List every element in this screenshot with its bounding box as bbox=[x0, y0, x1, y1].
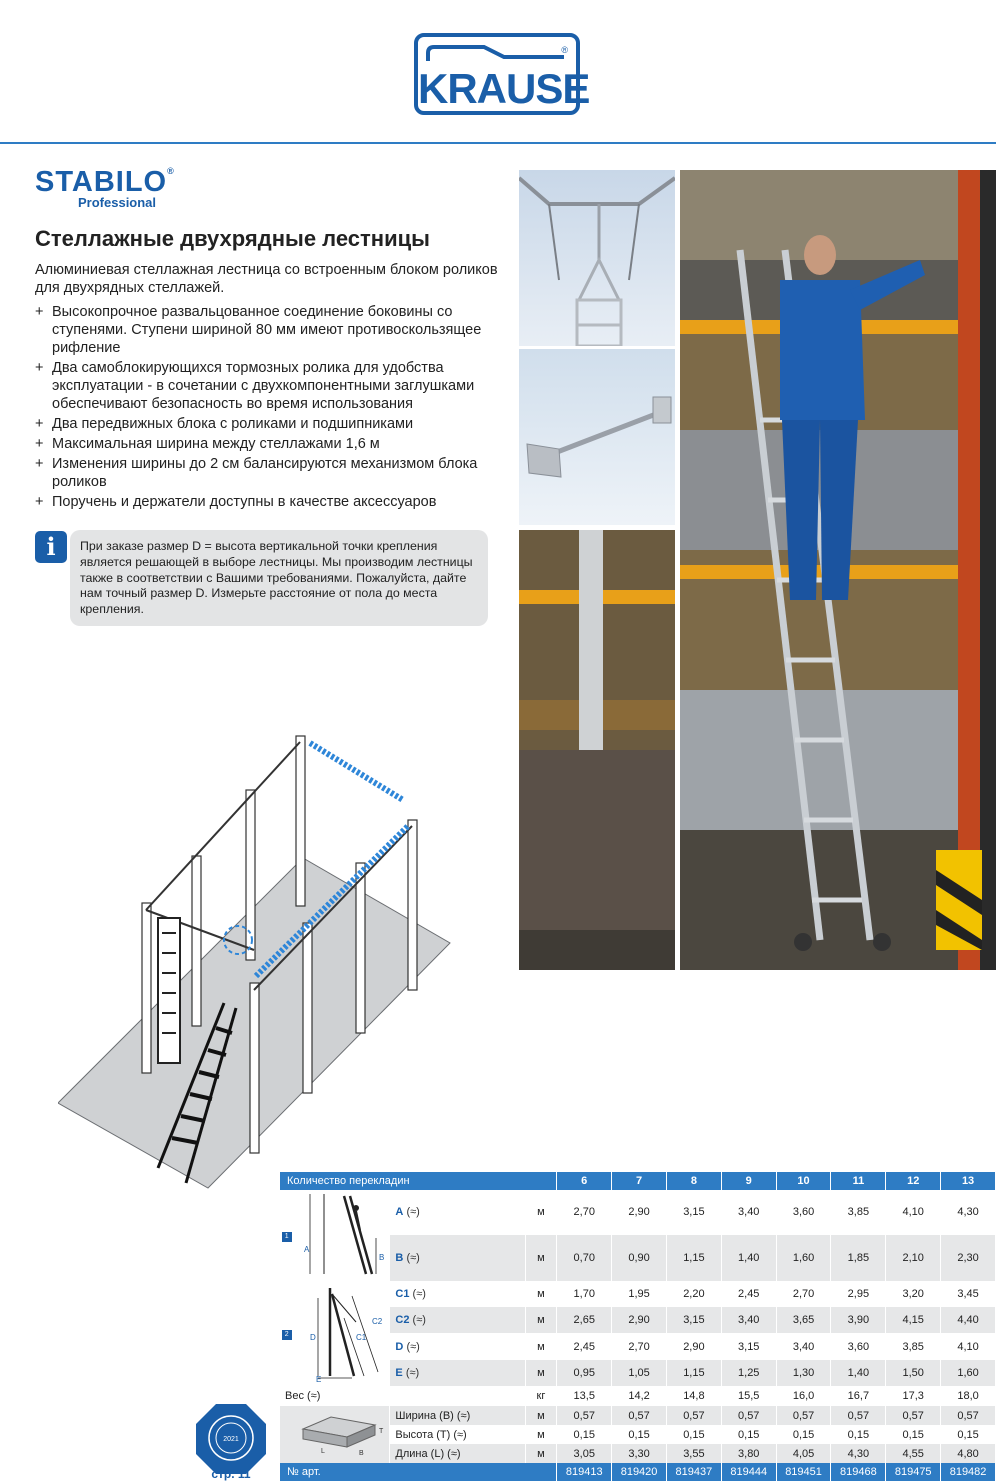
package-label-t: T bbox=[378, 1428, 383, 1435]
quality-seal-icon bbox=[194, 1402, 268, 1476]
value-cell: 4,40 bbox=[941, 1307, 996, 1333]
stabilo-name: STABILO bbox=[35, 166, 168, 198]
param-name: A bbox=[395, 1206, 404, 1219]
value-cell: 0,57 bbox=[666, 1406, 721, 1425]
value-cell: 0,70 bbox=[557, 1235, 612, 1281]
param-name: C1 bbox=[395, 1288, 410, 1300]
diagram-1-cell bbox=[294, 1190, 390, 1281]
value-cell: 2,65 bbox=[557, 1307, 612, 1333]
value-cell: 14,2 bbox=[612, 1386, 667, 1406]
article-number: 819420 bbox=[612, 1463, 667, 1481]
value-cell: 2,90 bbox=[612, 1190, 667, 1235]
value-cell: 0,15 bbox=[886, 1425, 941, 1444]
package-box-diagram bbox=[285, 1407, 385, 1459]
value-cell: 1,15 bbox=[666, 1235, 721, 1281]
diagram-label-c1: C1 bbox=[355, 1333, 367, 1342]
value-cell: 0,57 bbox=[557, 1406, 612, 1425]
column-header: 7 bbox=[612, 1172, 667, 1190]
param-suffix: (≈) bbox=[405, 1367, 420, 1379]
param-suffix: (≈) bbox=[412, 1288, 426, 1300]
value-cell: 16,0 bbox=[776, 1386, 831, 1406]
stabilo-subtitle: Professional bbox=[78, 195, 157, 210]
value-cell: 0,15 bbox=[666, 1425, 721, 1444]
value-cell: 1,40 bbox=[721, 1235, 776, 1281]
value-cell: 3,20 bbox=[886, 1281, 941, 1307]
value-cell: 1,70 bbox=[557, 1281, 612, 1307]
value-cell: 3,65 bbox=[776, 1307, 831, 1333]
mounting-photo-top bbox=[519, 170, 675, 346]
feature-item bbox=[35, 455, 515, 491]
diagram-label-a: A bbox=[303, 1245, 310, 1254]
column-header: 9 bbox=[721, 1172, 776, 1190]
logo-registered-mark: ® bbox=[561, 45, 568, 55]
table-row bbox=[280, 1190, 996, 1235]
value-cell: 17,3 bbox=[886, 1386, 941, 1406]
value-cell: 0,57 bbox=[721, 1406, 776, 1425]
article-row bbox=[280, 1463, 996, 1481]
value-cell: 1,40 bbox=[831, 1360, 886, 1386]
feature-item bbox=[35, 303, 515, 357]
value-cell: 3,55 bbox=[666, 1444, 721, 1463]
value-cell: 1,60 bbox=[776, 1235, 831, 1281]
value-cell: 3,85 bbox=[886, 1333, 941, 1360]
value-cell: 4,05 bbox=[776, 1444, 831, 1463]
param-suffix: (≈) bbox=[406, 1206, 420, 1219]
warehouse-photo bbox=[680, 170, 996, 970]
column-header: 8 bbox=[666, 1172, 721, 1190]
param-name: E bbox=[395, 1367, 403, 1379]
unit-cell: м bbox=[525, 1190, 557, 1235]
page-title: Стеллажные двухрядные лестницы bbox=[35, 226, 430, 251]
value-cell: 4,30 bbox=[831, 1444, 886, 1463]
weight-label: Вес (≈) bbox=[280, 1386, 525, 1406]
value-cell: 3,45 bbox=[941, 1281, 996, 1307]
column-header: 13 bbox=[941, 1172, 996, 1190]
feature-item bbox=[35, 493, 515, 511]
value-cell: 2,10 bbox=[886, 1235, 941, 1281]
article-number: 819475 bbox=[886, 1463, 941, 1481]
ladder-diagram-ab bbox=[296, 1190, 388, 1278]
diagram-label-d: D bbox=[309, 1333, 316, 1342]
krause-logo bbox=[414, 33, 590, 115]
unit-cell: м bbox=[525, 1444, 557, 1463]
value-cell: 3,80 bbox=[721, 1444, 776, 1463]
unit-cell: м bbox=[525, 1406, 557, 1425]
value-cell: 2,30 bbox=[941, 1235, 996, 1281]
plus-bullet: + bbox=[35, 436, 44, 452]
plus-bullet: + bbox=[35, 360, 44, 376]
feature-text: Два передвижных блока с роликами и подшипниками bbox=[52, 416, 414, 432]
spec-table bbox=[280, 1172, 996, 1481]
feature-item bbox=[35, 359, 515, 413]
param-name: C2 bbox=[395, 1314, 410, 1326]
bracket-photo bbox=[519, 349, 675, 525]
plus-bullet: + bbox=[35, 304, 44, 320]
value-cell: 3,40 bbox=[776, 1333, 831, 1360]
diagram-2-cell bbox=[294, 1281, 390, 1386]
column-header: 10 bbox=[776, 1172, 831, 1190]
article-number: 819451 bbox=[776, 1463, 831, 1481]
header-label: Количество перекладин bbox=[280, 1172, 557, 1190]
value-cell: 3,60 bbox=[831, 1333, 886, 1360]
package-label-b: B bbox=[358, 1450, 364, 1457]
plus-bullet: + bbox=[35, 456, 44, 472]
param-name: B bbox=[395, 1251, 404, 1264]
header-divider bbox=[0, 142, 996, 144]
warehouse-photo-left bbox=[519, 530, 675, 970]
value-cell: 3,30 bbox=[612, 1444, 667, 1463]
unit-cell: м bbox=[525, 1425, 557, 1444]
seal-year: 2021 bbox=[223, 1436, 239, 1443]
value-cell: 1,60 bbox=[941, 1360, 996, 1386]
value-cell: 0,15 bbox=[831, 1425, 886, 1444]
package-length-label: Длина (L) (≈) bbox=[390, 1444, 525, 1463]
value-cell: 2,45 bbox=[557, 1333, 612, 1360]
value-cell: 1,95 bbox=[612, 1281, 667, 1307]
group-2-badge-cell bbox=[280, 1281, 294, 1386]
unit-cell: м bbox=[525, 1360, 557, 1386]
value-cell: 3,60 bbox=[776, 1190, 831, 1235]
value-cell: 4,15 bbox=[886, 1307, 941, 1333]
param-suffix: (≈) bbox=[406, 1340, 420, 1353]
value-cell: 14,8 bbox=[666, 1386, 721, 1406]
unit-cell: м bbox=[525, 1235, 557, 1281]
param-label bbox=[390, 1307, 525, 1333]
value-cell: 0,57 bbox=[886, 1406, 941, 1425]
page-reference[interactable]: стр. 11 bbox=[211, 1467, 251, 1481]
feature-item bbox=[35, 435, 515, 453]
value-cell: 1,05 bbox=[612, 1360, 667, 1386]
value-cell: 0,95 bbox=[557, 1360, 612, 1386]
feature-text: Изменения ширины до 2 см балансируются механизмом блока роликов bbox=[52, 456, 478, 490]
value-cell: 2,45 bbox=[721, 1281, 776, 1307]
table-row bbox=[280, 1386, 996, 1406]
group-1-badge: 1 bbox=[282, 1232, 292, 1242]
value-cell: 0,15 bbox=[557, 1425, 612, 1444]
param-label bbox=[390, 1360, 525, 1386]
rack-diagram bbox=[58, 728, 458, 1193]
group-1-badge-cell bbox=[280, 1190, 294, 1281]
value-cell: 18,0 bbox=[941, 1386, 996, 1406]
article-number: 819437 bbox=[666, 1463, 721, 1481]
value-cell: 0,57 bbox=[831, 1406, 886, 1425]
value-cell: 15,5 bbox=[721, 1386, 776, 1406]
feature-text: Поручень и держатели доступны в качестве аксессуаров bbox=[52, 494, 437, 510]
article-number: 819468 bbox=[831, 1463, 886, 1481]
param-label bbox=[390, 1235, 525, 1281]
param-label bbox=[390, 1333, 525, 1360]
value-cell: 4,10 bbox=[941, 1333, 996, 1360]
value-cell: 3,85 bbox=[831, 1190, 886, 1235]
value-cell: 2,70 bbox=[776, 1281, 831, 1307]
value-cell: 1,25 bbox=[721, 1360, 776, 1386]
feature-text: Высокопрочное развальцованное соединение боковины со ступенями. Ступени шириной 80 мм имеют противоскользящее рифление bbox=[52, 304, 482, 356]
value-cell: 13,5 bbox=[557, 1386, 612, 1406]
value-cell: 3,15 bbox=[721, 1333, 776, 1360]
param-label bbox=[390, 1190, 525, 1235]
column-header: 6 bbox=[557, 1172, 612, 1190]
article-number: 819444 bbox=[721, 1463, 776, 1481]
param-label bbox=[390, 1281, 525, 1307]
feature-text: Два самоблокирующихся тормозных ролика для удобства эксплуатации - в сочетании с двухкомпонентными заглушками обеспечивают безопасность во время использования bbox=[52, 360, 475, 412]
unit-cell: м bbox=[525, 1307, 557, 1333]
value-cell: 3,15 bbox=[666, 1190, 721, 1235]
value-cell: 3,05 bbox=[557, 1444, 612, 1463]
info-text: При заказе размер D = высота вертикальной точки крепления является решающей в выборе лестницы. Мы производим лестницы также в соответствии с Вашими требованиями. Пожалуйста, дайте нам точный размер D. Измерьте расстояние от пола до места крепления. bbox=[80, 539, 473, 617]
value-cell: 3,40 bbox=[721, 1307, 776, 1333]
diagram-label-e: E bbox=[315, 1375, 322, 1382]
value-cell: 4,10 bbox=[886, 1190, 941, 1235]
feature-item bbox=[35, 415, 515, 433]
package-height-label: Высота (T) (≈) bbox=[390, 1425, 525, 1444]
plus-bullet: + bbox=[35, 416, 44, 432]
feature-list bbox=[35, 303, 515, 513]
info-icon: i bbox=[35, 531, 67, 563]
article-number: 819413 bbox=[557, 1463, 612, 1481]
value-cell: 2,90 bbox=[666, 1333, 721, 1360]
value-cell: 1,15 bbox=[666, 1360, 721, 1386]
column-header: 11 bbox=[831, 1172, 886, 1190]
value-cell: 0,57 bbox=[941, 1406, 996, 1425]
table-header-row bbox=[280, 1172, 996, 1190]
package-width-label: Ширина (B) (≈) bbox=[390, 1406, 525, 1425]
article-label: № арт. bbox=[280, 1463, 557, 1481]
stabilo-reg-mark: ® bbox=[167, 166, 175, 176]
article-number: 819482 bbox=[941, 1463, 996, 1481]
value-cell: 4,30 bbox=[941, 1190, 996, 1235]
value-cell: 1,30 bbox=[776, 1360, 831, 1386]
value-cell: 2,70 bbox=[557, 1190, 612, 1235]
logo-swoosh bbox=[424, 43, 570, 65]
value-cell: 3,15 bbox=[666, 1307, 721, 1333]
unit-cell: кг bbox=[525, 1386, 557, 1406]
value-cell: 3,90 bbox=[831, 1307, 886, 1333]
package-diagram-cell bbox=[280, 1406, 390, 1463]
group-2-badge: 2 bbox=[282, 1330, 292, 1340]
param-name: D bbox=[395, 1340, 404, 1353]
param-suffix: (≈) bbox=[412, 1314, 426, 1326]
feature-text: Максимальная ширина между стеллажами 1,6 м bbox=[52, 436, 380, 452]
intro-text: Алюминиевая стеллажная лестница со встроенным блоком роликов для двухрядных стеллажей. bbox=[35, 262, 498, 296]
package-label-l: L bbox=[320, 1448, 325, 1455]
value-cell: 0,15 bbox=[941, 1425, 996, 1444]
value-cell: 4,80 bbox=[941, 1444, 996, 1463]
value-cell: 2,90 bbox=[612, 1307, 667, 1333]
value-cell: 4,55 bbox=[886, 1444, 941, 1463]
table-row bbox=[280, 1281, 996, 1307]
diagram-label-c2: C2 bbox=[371, 1317, 383, 1326]
value-cell: 0,57 bbox=[612, 1406, 667, 1425]
table-row bbox=[280, 1406, 996, 1425]
value-cell: 0,90 bbox=[612, 1235, 667, 1281]
value-cell: 0,15 bbox=[776, 1425, 831, 1444]
value-cell: 16,7 bbox=[831, 1386, 886, 1406]
param-suffix: (≈) bbox=[406, 1251, 420, 1264]
unit-cell: м bbox=[525, 1333, 557, 1360]
value-cell: 1,85 bbox=[831, 1235, 886, 1281]
ladder-diagram-cde bbox=[296, 1282, 388, 1382]
value-cell: 0,15 bbox=[612, 1425, 667, 1444]
column-header: 12 bbox=[886, 1172, 941, 1190]
value-cell: 0,15 bbox=[721, 1425, 776, 1444]
value-cell: 3,40 bbox=[721, 1190, 776, 1235]
plus-bullet: + bbox=[35, 494, 44, 510]
value-cell: 2,20 bbox=[666, 1281, 721, 1307]
logo-text: KRAUSE bbox=[418, 65, 590, 112]
value-cell: 0,57 bbox=[776, 1406, 831, 1425]
unit-cell: м bbox=[525, 1281, 557, 1307]
value-cell: 2,70 bbox=[612, 1333, 667, 1360]
diagram-label-b: B bbox=[378, 1253, 385, 1262]
value-cell: 2,95 bbox=[831, 1281, 886, 1307]
value-cell: 1,50 bbox=[886, 1360, 941, 1386]
